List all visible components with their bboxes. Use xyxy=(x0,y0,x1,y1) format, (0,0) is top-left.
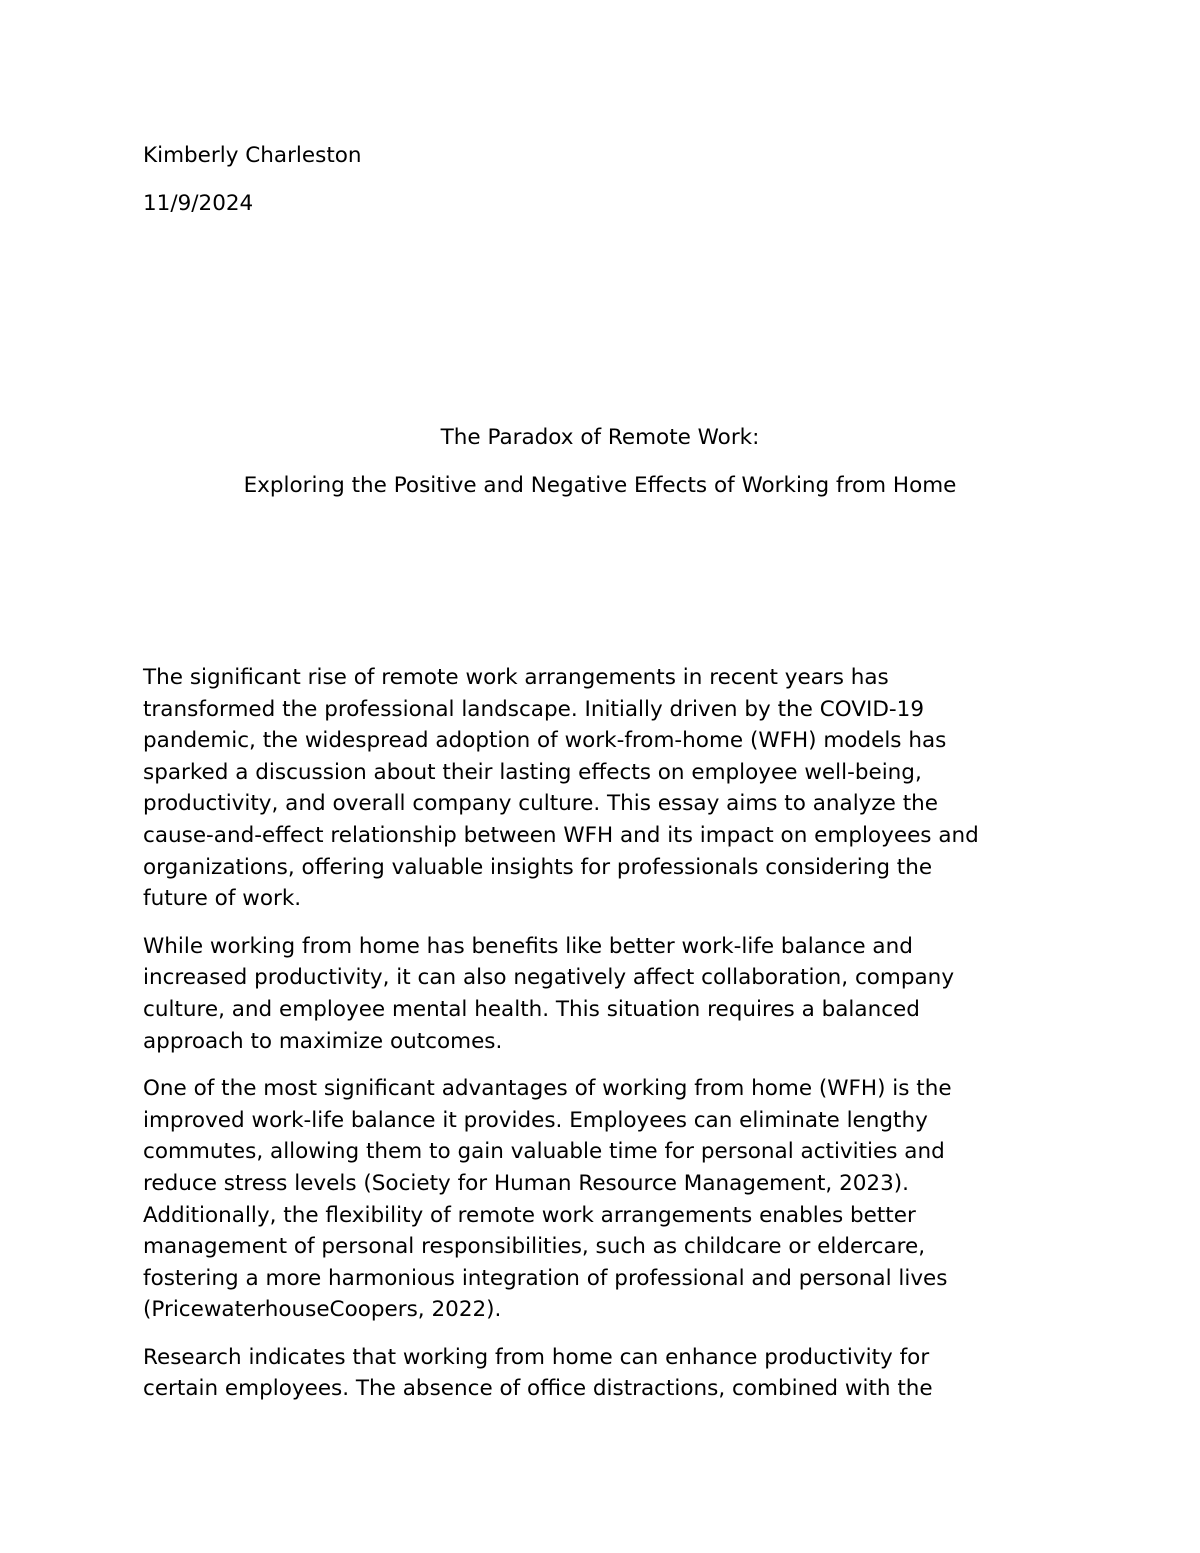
text-line: improved work-life balance it provides. Employees can eliminate lengthy xyxy=(143,1107,928,1133)
text-line: approach to maximize outcomes. xyxy=(143,1028,503,1054)
text-line: (PricewaterhouseCoopers, 2022). xyxy=(143,1297,502,1323)
essay-subtitle: Exploring the Positive and Negative Effects of Working from Home xyxy=(243,473,957,498)
text-line: Additionally, the flexibility of remote work arrangements enables better xyxy=(143,1202,916,1228)
text-line: sparked a discussion about their lasting effects on employee well-being, xyxy=(143,759,922,785)
text-line: increased productivity, it can also negatively affect collaboration, company xyxy=(143,965,955,991)
text-line: fostering a more harmonious integration of professional and personal lives xyxy=(143,1265,948,1291)
text-line: One of the most significant advantages of working from home (WFH) is the xyxy=(143,1076,952,1102)
text-line: culture, and employee mental health. This situation requires a balanced xyxy=(143,996,920,1022)
text-line: future of work. xyxy=(143,886,302,912)
text-line: The significant rise of remote work arrangements in recent years has xyxy=(143,665,889,690)
paragraph-2 xyxy=(143,931,1073,1057)
text-line: commutes, allowing them to gain valuable time for personal activities and xyxy=(143,1139,945,1165)
text-line: pandemic, the widespread adoption of work-from-home (WFH) models has xyxy=(143,728,947,754)
paragraph-1 xyxy=(143,662,1073,915)
paragraph-4 xyxy=(143,1342,1073,1405)
essay-title: The Paradox of Remote Work: xyxy=(440,425,760,450)
author-name: Kimberly Charleston xyxy=(143,143,362,168)
text-line: reduce stress levels (Society for Human Resource Management, 2023). xyxy=(143,1170,910,1196)
text-line: While working from home has benefits like better work-life balance and xyxy=(143,933,913,959)
text-line: organizations, offering valuable insights for professionals considering the xyxy=(143,854,933,880)
paragraph-3 xyxy=(143,1073,1073,1326)
text-line: certain employees. The absence of office distractions, combined with the xyxy=(143,1376,933,1402)
text-line: management of personal responsibilities, such as childcare or eldercare, xyxy=(143,1234,926,1260)
essay-body xyxy=(143,662,1073,1421)
text-line: productivity, and overall company culture. This essay aims to analyze the xyxy=(143,791,939,817)
text-line: Research indicates that working from home can enhance productivity for xyxy=(143,1344,930,1370)
text-line: cause-and-effect relationship between WFH and its impact on employees and xyxy=(143,822,979,848)
document-date: 11/9/2024 xyxy=(143,191,254,216)
text-line: transformed the professional landscape. Initially driven by the COVID-19 xyxy=(143,696,924,722)
